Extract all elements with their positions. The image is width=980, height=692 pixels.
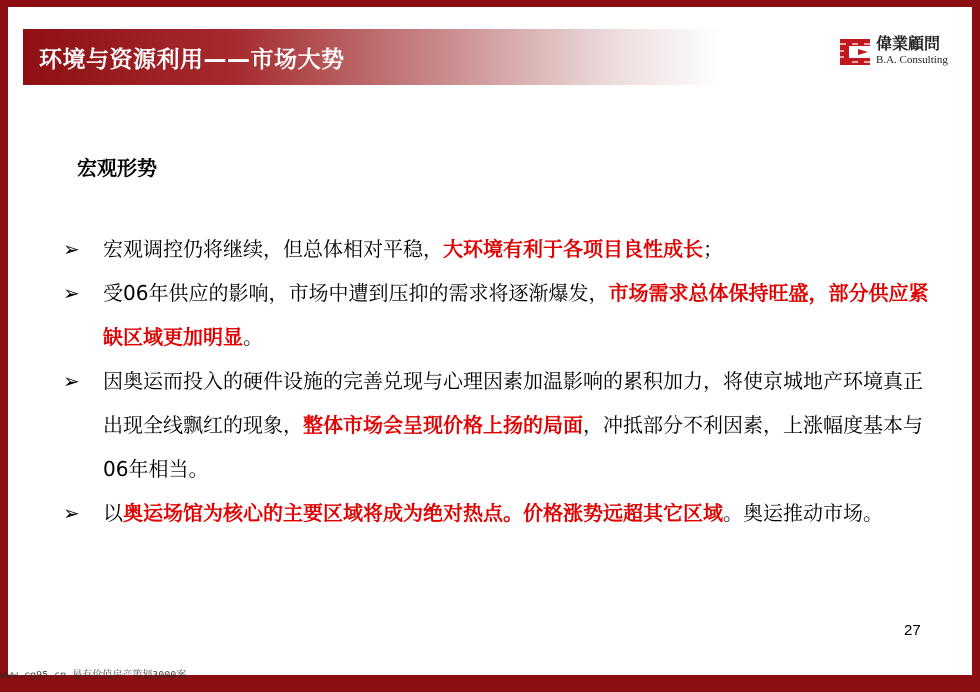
bullet-text: 宏观调控仍将继续，但总体相对平稳， bbox=[103, 237, 443, 261]
footer-watermark: www.cg95.cn 最有价值房产策划3000案 bbox=[0, 670, 187, 681]
arrow-bullet-icon: ➢ bbox=[63, 237, 80, 261]
arrow-bullet-icon: ➢ bbox=[63, 369, 80, 393]
bullet-item bbox=[63, 271, 933, 359]
bullet-list bbox=[63, 227, 933, 535]
title-bar bbox=[23, 29, 723, 85]
logo-english-name: B.A. Consulting bbox=[876, 54, 948, 66]
arrow-bullet-icon: ➢ bbox=[63, 281, 80, 305]
page-number: 27 bbox=[904, 622, 921, 639]
bullet-item bbox=[63, 359, 933, 491]
slide bbox=[8, 7, 972, 675]
page-title: 环境与资源利用——市场大势 bbox=[39, 47, 345, 73]
section-heading: 宏观形势 bbox=[77, 156, 157, 180]
highlighted-text: 整体市场会呈现价格上扬的局面 bbox=[303, 413, 583, 437]
bullet-text: 以 bbox=[103, 501, 123, 525]
bullet-text: 。 bbox=[243, 325, 263, 349]
bullet-text: 受06年供应的影响，市场中遭到压抑的需求将逐渐爆发， bbox=[103, 281, 609, 305]
bullet-text: ； bbox=[703, 237, 723, 261]
highlighted-text: 市场需求总体保持旺盛，部分供应紧缺区域更加明显 bbox=[103, 281, 929, 349]
arrow-bullet-icon: ➢ bbox=[63, 501, 80, 525]
bullet-item bbox=[63, 227, 933, 271]
bullet-text: 。奥运推动市场。 bbox=[723, 501, 883, 525]
bullet-text: ，冲抵部分不利因素，上涨幅度基本与06年相当。 bbox=[103, 413, 923, 481]
highlighted-text: 大环境有利于各项目良性成长 bbox=[443, 237, 703, 261]
company-logo bbox=[838, 31, 963, 73]
highlighted-text: 奥运场馆为核心的主要区域将成为绝对热点。价格涨势远超其它区域 bbox=[123, 501, 723, 525]
ba-logo-icon bbox=[838, 35, 872, 69]
bullet-item bbox=[63, 491, 933, 535]
bullet-text: 因奥运而投入的硬件设施的完善兑现与心理因素加温影响的累积加力，将使京城地产环境真正出现全线飘红的现象， bbox=[103, 369, 923, 437]
logo-chinese-name: 偉業顧問 bbox=[876, 34, 941, 53]
